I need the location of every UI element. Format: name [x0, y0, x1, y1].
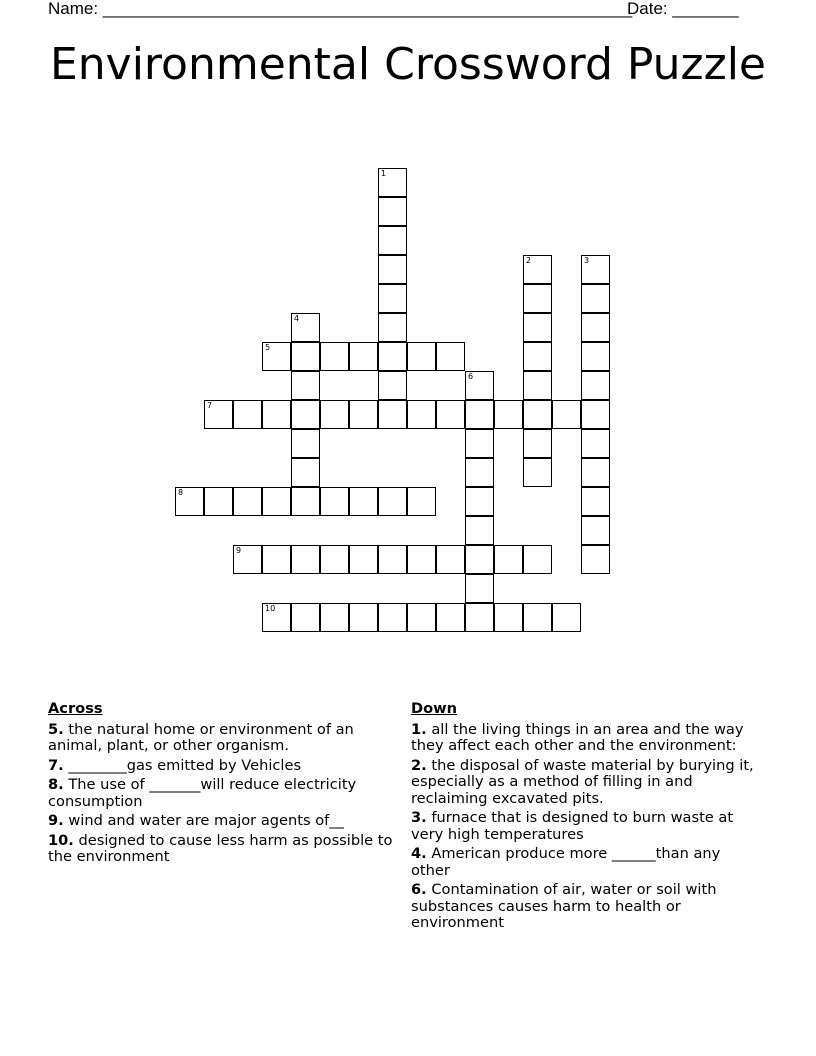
clue-number: 3.	[411, 809, 427, 826]
crossword-cell[interactable]	[407, 487, 436, 516]
crossword-cell[interactable]	[552, 400, 581, 429]
clue-text: the disposal of waste material by burying it, especially as a method of filling in and reclaiming excavated pits.	[411, 756, 754, 807]
crossword-cell[interactable]	[523, 313, 552, 342]
crossword-cell[interactable]	[581, 487, 610, 516]
cell-number: 2	[526, 256, 532, 265]
crossword-cell[interactable]	[581, 429, 610, 458]
crossword-cell[interactable]	[378, 168, 407, 197]
crossword-cell[interactable]	[291, 313, 320, 342]
cell-number: 4	[294, 314, 300, 323]
crossword-cell[interactable]	[581, 545, 610, 574]
crossword-cell[interactable]	[436, 342, 465, 371]
crossword-cell[interactable]	[407, 400, 436, 429]
crossword-cell[interactable]	[465, 371, 494, 400]
down-clue	[411, 810, 761, 843]
across-heading: Across	[48, 700, 103, 717]
clue-text: wind and water are major agents of__	[68, 812, 344, 829]
crossword-cell[interactable]	[465, 603, 494, 632]
crossword-cell[interactable]	[378, 342, 407, 371]
crossword-cell[interactable]	[175, 487, 204, 516]
crossword-cell[interactable]	[291, 603, 320, 632]
cell-number: 3	[584, 256, 590, 265]
crossword-cell[interactable]	[494, 603, 523, 632]
crossword-cell[interactable]	[523, 255, 552, 284]
clue-number: 10.	[48, 831, 74, 849]
crossword-cell[interactable]	[378, 371, 407, 400]
cell-number: 7	[207, 401, 213, 410]
cell-number: 1	[381, 169, 387, 178]
crossword-cell[interactable]	[407, 342, 436, 371]
crossword-cell[interactable]	[378, 255, 407, 284]
down-clue	[411, 882, 761, 932]
crossword-cell[interactable]	[465, 458, 494, 487]
crossword-cell[interactable]	[523, 342, 552, 371]
down-clue	[411, 758, 761, 808]
crossword-cell[interactable]	[320, 603, 349, 632]
crossword-cell[interactable]	[465, 429, 494, 458]
crossword-cell[interactable]	[523, 429, 552, 458]
crossword-cell[interactable]	[465, 400, 494, 429]
clue-number: 7.	[48, 756, 64, 774]
clue-number: 6.	[411, 881, 427, 898]
clue-text: designed to cause less harm as possible to the environment	[48, 831, 393, 865]
crossword-cell[interactable]	[320, 487, 349, 516]
crossword-cell[interactable]	[523, 458, 552, 487]
crossword-cell[interactable]	[436, 400, 465, 429]
crossword-cell[interactable]	[465, 574, 494, 603]
crossword-cell[interactable]	[291, 342, 320, 371]
crossword-cell[interactable]	[262, 342, 291, 371]
across-clue	[48, 777, 400, 810]
crossword-cell[interactable]	[320, 400, 349, 429]
across-clues	[48, 701, 400, 869]
clue-number: 2.	[411, 756, 427, 774]
crossword-cell[interactable]	[523, 284, 552, 313]
crossword-cell[interactable]	[349, 400, 378, 429]
down-clues	[411, 701, 761, 935]
cell-number: 5	[265, 343, 271, 352]
crossword-cell[interactable]	[262, 603, 291, 632]
crossword-cell[interactable]	[204, 400, 233, 429]
across-clue	[48, 758, 400, 775]
date-line: Date: _______	[627, 0, 739, 18]
crossword-cell[interactable]	[378, 226, 407, 255]
clue-text: the natural home or environment of an animal, plant, or other organism.	[48, 720, 354, 754]
crossword-cell[interactable]	[465, 545, 494, 574]
crossword-cell[interactable]	[262, 400, 291, 429]
crossword-cell[interactable]	[378, 487, 407, 516]
down-heading: Down	[411, 700, 458, 717]
crossword-cell[interactable]	[581, 516, 610, 545]
down-clue	[411, 846, 761, 879]
crossword-cell[interactable]	[233, 400, 262, 429]
crossword-cell[interactable]	[523, 603, 552, 632]
crossword-cell[interactable]	[204, 487, 233, 516]
down-clue	[411, 722, 761, 755]
crossword-cell[interactable]	[291, 371, 320, 400]
crossword-cell[interactable]	[349, 603, 378, 632]
crossword-cell[interactable]	[523, 371, 552, 400]
crossword-cell[interactable]	[349, 342, 378, 371]
crossword-cell[interactable]	[378, 603, 407, 632]
crossword-cell[interactable]	[407, 545, 436, 574]
name-line: Name: ________________________________________________________	[48, 0, 633, 18]
crossword-cell[interactable]	[262, 545, 291, 574]
clue-text: Contamination of air, water or soil with substances causes harm to health or environment	[411, 881, 717, 931]
cell-number: 6	[468, 372, 474, 381]
crossword-cell[interactable]	[581, 371, 610, 400]
across-clue	[48, 722, 400, 755]
crossword-cell[interactable]	[523, 400, 552, 429]
across-clue	[48, 813, 400, 830]
crossword-cell[interactable]	[465, 516, 494, 545]
crossword-cell[interactable]	[581, 313, 610, 342]
crossword-cell[interactable]	[436, 603, 465, 632]
clue-number: 4.	[411, 845, 427, 862]
crossword-cell[interactable]	[581, 255, 610, 284]
page-title: Environmental Crossword Puzzle	[49, 39, 766, 90]
crossword-cell[interactable]	[233, 545, 262, 574]
clue-number: 9.	[48, 812, 64, 829]
crossword-cell[interactable]	[291, 429, 320, 458]
crossword-cell[interactable]	[581, 400, 610, 429]
crossword-cell[interactable]	[378, 313, 407, 342]
clue-text: all the living things in an area and the way they affect each other and the environment:	[411, 720, 744, 754]
crossword-cell[interactable]	[378, 545, 407, 574]
clue-number: 1.	[411, 720, 427, 738]
crossword-cell[interactable]	[349, 487, 378, 516]
crossword-cell[interactable]	[552, 603, 581, 632]
across-clue	[48, 833, 400, 866]
crossword-cell[interactable]	[407, 603, 436, 632]
clue-text: furnace that is designed to burn waste at very high temperatures	[411, 809, 734, 843]
crossword-cell[interactable]	[262, 487, 291, 516]
crossword-cell[interactable]	[233, 487, 262, 516]
crossword-cell[interactable]	[349, 545, 378, 574]
clue-text: ________gas emitted by Vehicles	[68, 756, 302, 774]
cell-number: 9	[236, 546, 242, 555]
crossword-cell[interactable]	[291, 487, 320, 516]
crossword-cell[interactable]	[320, 342, 349, 371]
clue-number: 8.	[48, 776, 64, 793]
crossword-cell[interactable]	[378, 197, 407, 226]
crossword-cell[interactable]	[581, 284, 610, 313]
crossword-cell[interactable]	[291, 458, 320, 487]
clue-text: American produce more ______than any other	[411, 845, 721, 879]
crossword-cell[interactable]	[581, 342, 610, 371]
crossword-cell[interactable]	[378, 284, 407, 313]
crossword-cell[interactable]	[581, 458, 610, 487]
clue-number: 5.	[48, 720, 64, 738]
crossword-cell[interactable]	[378, 400, 407, 429]
crossword-cell[interactable]	[465, 487, 494, 516]
cell-number: 10	[265, 604, 276, 613]
crossword-cell[interactable]	[494, 400, 523, 429]
crossword-cell[interactable]	[291, 545, 320, 574]
crossword-cell[interactable]	[291, 400, 320, 429]
crossword-cell[interactable]	[494, 545, 523, 574]
crossword-cell[interactable]	[320, 545, 349, 574]
crossword-cell[interactable]	[523, 545, 552, 574]
crossword-cell[interactable]	[436, 545, 465, 574]
clue-text: The use of _______will reduce electricity consumption	[48, 776, 357, 810]
cell-number: 8	[178, 488, 184, 497]
